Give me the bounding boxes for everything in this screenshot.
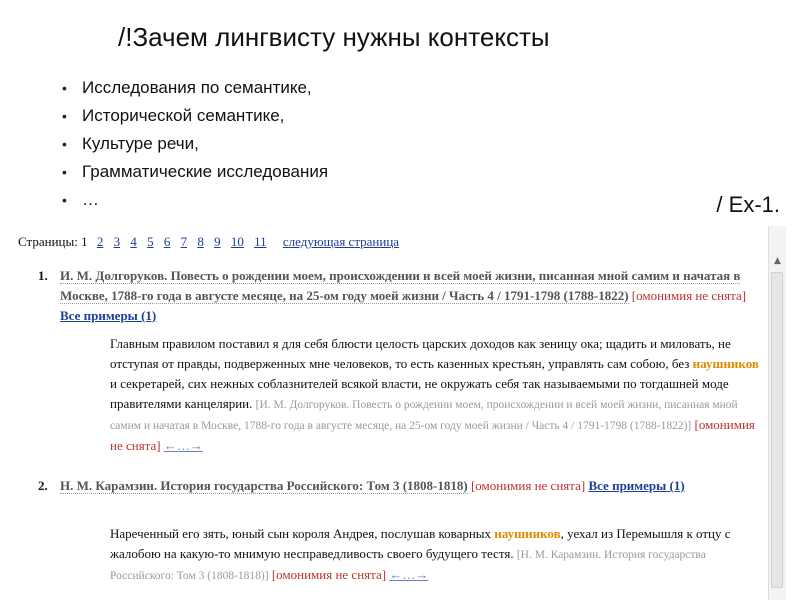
snippet-reference: [Н. М. Карамзин. История государства Российского: Том 3 (1808-1818)] <box>110 549 706 582</box>
page-link[interactable]: 11 <box>254 234 267 249</box>
context-expand-link[interactable]: ←…→ <box>389 567 429 582</box>
result-number: 2. <box>38 478 48 493</box>
page-link[interactable]: 9 <box>214 234 221 249</box>
page-link[interactable]: 10 <box>230 234 244 249</box>
source-title: Н. М. Карамзин. История государства Российского: Том 3 (1808-1818) <box>60 478 468 493</box>
scroll-up-icon[interactable]: ▲ <box>774 255 781 266</box>
bullet-list <box>62 74 328 214</box>
vertical-scrollbar[interactable] <box>768 226 786 600</box>
snippet-text: Главным правилом поставил я для себя блюсти целость царских доходов как зеницу ока; щадить и миловать, не отступая от правды, подверженных мне человеков, то есть казенных крестьян, управлять сам собою, без <box>110 336 731 371</box>
bullet-item: • … <box>62 186 328 214</box>
highlighted-term: наушников <box>692 356 759 371</box>
bullet-item: • Исторической семантике, <box>62 102 328 130</box>
bullet-item: • Грамматические исследования <box>62 158 328 186</box>
page-link[interactable]: 6 <box>163 234 171 249</box>
page-link[interactable]: 2 <box>96 234 104 249</box>
result-snippet <box>110 334 762 456</box>
context-expand-link[interactable]: ←…→ <box>163 438 203 453</box>
slide-title: /!Зачем лингвисту нужны контексты <box>118 22 550 52</box>
page-link[interactable]: 7 <box>180 234 188 249</box>
next-page-link[interactable]: следующая страница <box>282 234 400 249</box>
all-examples-link[interactable]: Все примеры (1) <box>588 478 685 493</box>
homonymy-tag: [омонимия не снята] <box>271 567 387 582</box>
snippet-text: , уехал из Перемышля к отцу с жалобою на какую-то мнимую несправедливость своего будущего тестя. <box>110 526 731 561</box>
current-page: 1 <box>81 234 88 249</box>
result-number: 1. <box>38 268 48 283</box>
page-link[interactable]: 4 <box>130 234 137 249</box>
homonymy-tag: [омонимия не снята] <box>110 417 755 453</box>
homonymy-tag: [омонимия не снята] <box>631 288 747 303</box>
highlighted-term: наушников <box>494 526 561 541</box>
pagination <box>18 232 406 252</box>
snippet-reference: [И. М. Долгоруков. Повесть о рождении моем, происхождении и всей моей жизни, писанная мной самим и начатая в Москве, 1788-го года в августе месяце, на 25-ом году моей жизни / Часть 4 / 1791-1798 (1788-1822)] <box>110 399 738 432</box>
homonymy-tag: [омонимия не снята] <box>470 478 586 493</box>
page-link[interactable]: 3 <box>113 234 121 249</box>
example-label: / Ex-1. <box>716 192 780 217</box>
result-snippet <box>110 524 762 586</box>
snippet-text: и секретарей, сих нежных соблазнителей всякой власти, не окружать себя так называемыми по тогдашней моде правителями канцелярии. <box>110 376 729 411</box>
snippet-text: Нареченный его зять, юный сын короля Андрея, послушав коварных <box>110 526 495 541</box>
all-examples-link[interactable]: Все примеры (1) <box>60 308 157 323</box>
scroll-thumb[interactable] <box>771 272 783 588</box>
bullet-item: • Культуре речи, <box>62 130 328 158</box>
page-link[interactable]: 5 <box>147 234 154 249</box>
pagination-label: Страницы: <box>18 234 78 249</box>
bullet-item: • Исследования по семантике, <box>62 74 328 102</box>
result-source <box>60 266 750 326</box>
source-title: И. М. Долгоруков. Повесть о рождении моем, происхождении и всей моей жизни, писанная мной самим и начатая в Москве, 1788-го года в августе месяце, на 25-ом году моей жизни / Часть 4 / 1791-1798 (1788-1822) <box>60 268 741 303</box>
corpus-results-screenshot <box>18 226 768 600</box>
page-link[interactable]: 8 <box>197 234 204 249</box>
result-source <box>60 476 750 496</box>
